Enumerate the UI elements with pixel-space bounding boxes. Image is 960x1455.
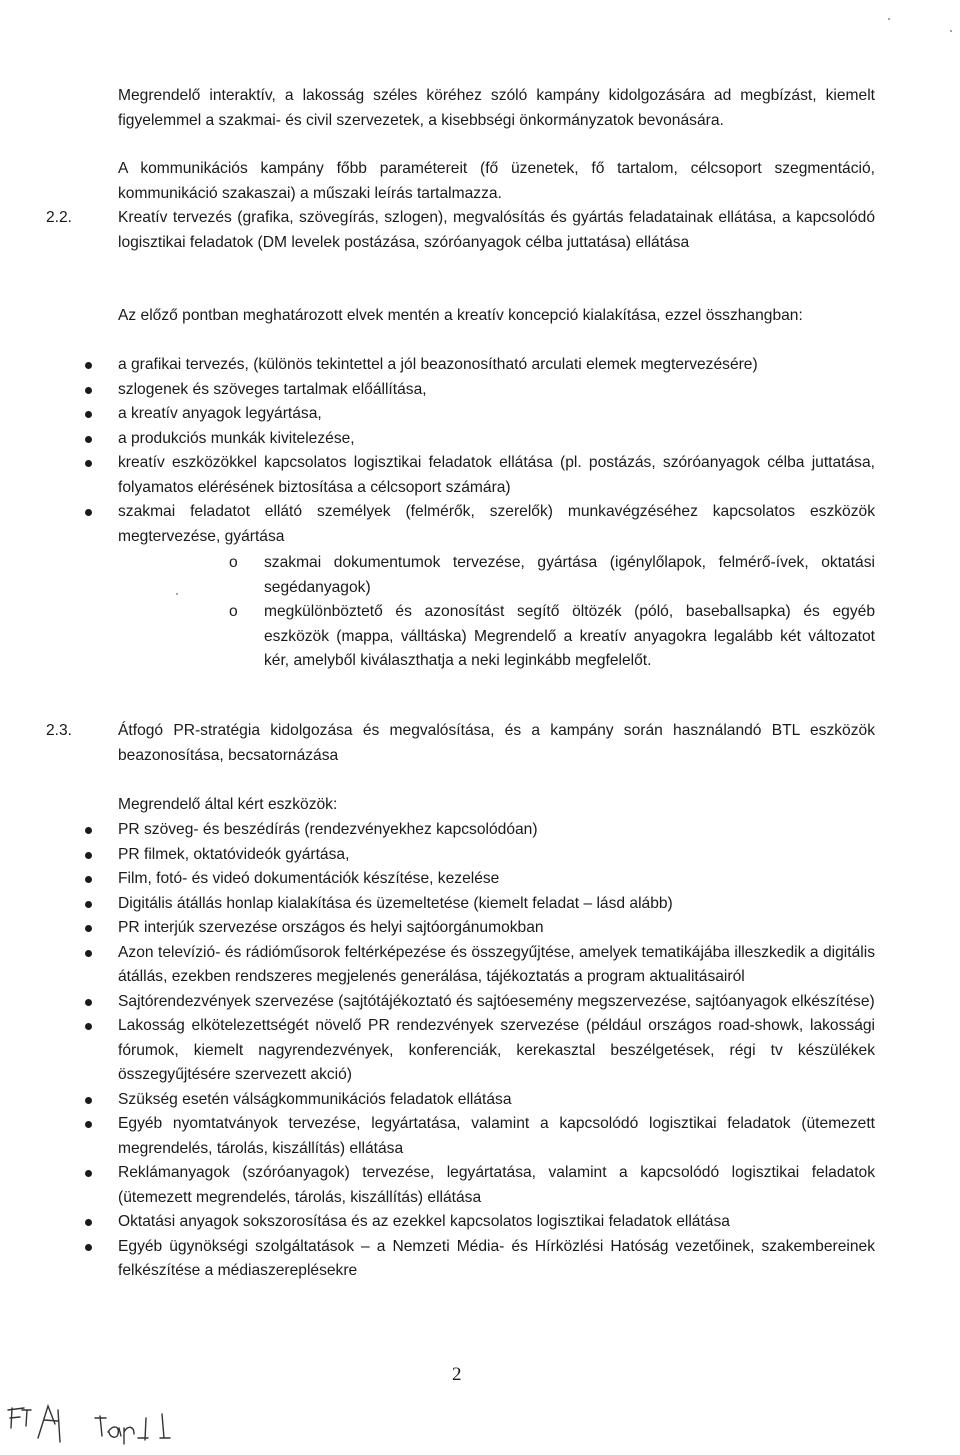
bullet-icon [85,1097,92,1104]
bullet-icon [85,852,92,859]
list-item: kreatív eszközökkel kapcsolatos logisztikai feladatok ellátása (pl. postázás, szóróanyagok célba juttatása, folyamatos elérésének biztosítása a célcsoport számára) [0,451,960,500]
list-item: a grafikai tervezés, (különös tekintettel a jól beazonosítható arculati elemek megtervezésére) [0,353,960,378]
bullet-icon [85,999,92,1006]
scan-speck [950,30,952,32]
list-item: Film, fotó- és videó dokumentációk készítése, kezelése [0,867,960,892]
intro-paragraph-campaign: A kommunikációs kampány főbb paramétereit (fő üzenetek, fő tartalom, célcsoport szegmentáció, kommunikáció szakaszai) a műszaki leírás tartalmazza. [118,160,875,202]
section-number: 2.3. [46,722,73,739]
bullet-icon [85,1170,92,1177]
list-item: Digitális átállás honlap kialakítása és üzemeltetése (kiemelt feladat – lásd alább) [0,892,960,917]
bullet-icon [85,509,92,516]
list-item: PR interjúk szervezése országos és helyi sajtóorgánumokban [0,916,960,941]
bullet-list [0,353,960,549]
list-item: Azon televízió- és rádióműsorok feltérképezése és összegyűjtése, amelyek tematikájába illeszkedik a digitális átállás, ezekben rendszeres megjelenés generálása, tájékoztatás a program aktualitásairól [0,941,960,990]
bullet-icon [85,827,92,834]
page-number: 2 [452,1364,462,1385]
sub-list-item: o szakmai dokumentumok tervezése, gyártása (igénylőlapok, felmérő-ívek, oktatási segédanyagok) [0,551,960,600]
section-heading: Kreatív tervezés (grafika, szövegírás, szlogen), megvalósítás és gyártás feladatainak ellátása, a kapcsolódó logisztikai feladatok (DM levelek postázása, szóróanyagok célba juttatása) ellátása [118,209,875,251]
section-heading: Átfogó PR-stratégia kidolgozása és megvalósítása, és a kampány során használandó BTL eszközök beazonosítása, becsatornázása [118,722,875,764]
bullet-icon [85,950,92,957]
bullet-icon [85,436,92,443]
scan-speck [888,18,890,20]
bullet-icon [85,876,92,883]
list-item: Egyéb ügynökségi szolgáltatások – a Nemzeti Média- és Hírközlési Hatóság vezetőinek, szakembereinek felkészítése a médiaszereplésekre [0,1235,960,1284]
list-item: Sajtórendezvények szervezése (sajtótájékoztató és sajtóesemény megszervezése, sajtóanyagok elkészítése) [0,990,960,1015]
list-item: PR filmek, oktatóvideók gyártása, [0,843,960,868]
intro-paragraph: Megrendelő interaktív, a lakosság széles köréhez szóló kampány kidolgozására ad megbízást, kiemelt figyelemmel a szakmai- és civil szervezetek, a kisebbségi önkormányzatok bevonására. [118,87,875,129]
list-item: Lakosság elkötelezettségét növelő PR rendezvények szervezése (például országos road-showk, lakossági fórumok, kiemelt nagyrendezvények, konferenciák, kerekasztal beszélgetések, régi tv készülékek összegyűjtésére szervezett akció) [0,1014,960,1088]
circle-bullet-icon: o [229,603,238,620]
list-item: Reklámanyagok (szóróanyagok) tervezése, legyártatása, valamint a kapcsolódó logisztikai feladatok (ütemezett megrendelés, tárolás, kiszállítás) ellátása [0,1161,960,1210]
bullet-icon [85,387,92,394]
bullet-icon [85,1244,92,1251]
section-intro: Az előző pontban meghatározott elvek mentén a kreatív koncepció kialakítása, ezzel összhangban: [118,307,803,324]
sub-list-item: o megkülönböztető és azonosítást segítő öltözék (póló, baseballsapka) és egyéb eszközök (mappa, válltáska) Megrendelő a kreatív anyagokra legalább két változatot kér, amelyből kiválaszthatja a neki leginkább megfelelőt. [0,600,960,674]
list-item: a produkciós munkák kivitelezése, [0,427,960,452]
bullet-icon [85,460,92,467]
list-item: szlogenek és szöveges tartalmak előállítása, [0,378,960,403]
circle-bullet-icon: o [229,554,238,571]
bullet-icon [85,411,92,418]
section-number: 2.2. [46,209,73,226]
bullet-icon [85,362,92,369]
sub-list [0,551,960,674]
bullet-list [0,818,960,1284]
list-item: Egyéb nyomtatványok tervezése, legyártatása, valamint a kapcsolódó logisztikai feladatok (ütemezett megrendelés, tárolás, kiszállítás) ellátása [0,1112,960,1161]
list-item: szakmai feladatot ellátó személyek (felmérők, szerelők) munkavégzéséhez kapcsolatos eszközök megtervezése, gyártása [0,500,960,549]
bullet-icon [85,925,92,932]
list-item: Szükség esetén válságkommunikációs feladatok ellátása [0,1088,960,1113]
bullet-icon [85,901,92,908]
list-item: PR szöveg- és beszédírás (rendezvényekhez kapcsolódóan) [0,818,960,843]
list-item: a kreatív anyagok legyártása, [0,402,960,427]
handwritten-initials-signature [0,1398,200,1453]
list-item: Oktatási anyagok sokszorosítása és az ezekkel kapcsolatos logisztikai feladatok ellátása [0,1210,960,1235]
bullet-icon [85,1121,92,1128]
scan-speck [176,593,178,595]
bullet-icon [85,1023,92,1030]
bullet-icon [85,1219,92,1226]
section-intro: Megrendelő által kért eszközök: [118,796,338,813]
